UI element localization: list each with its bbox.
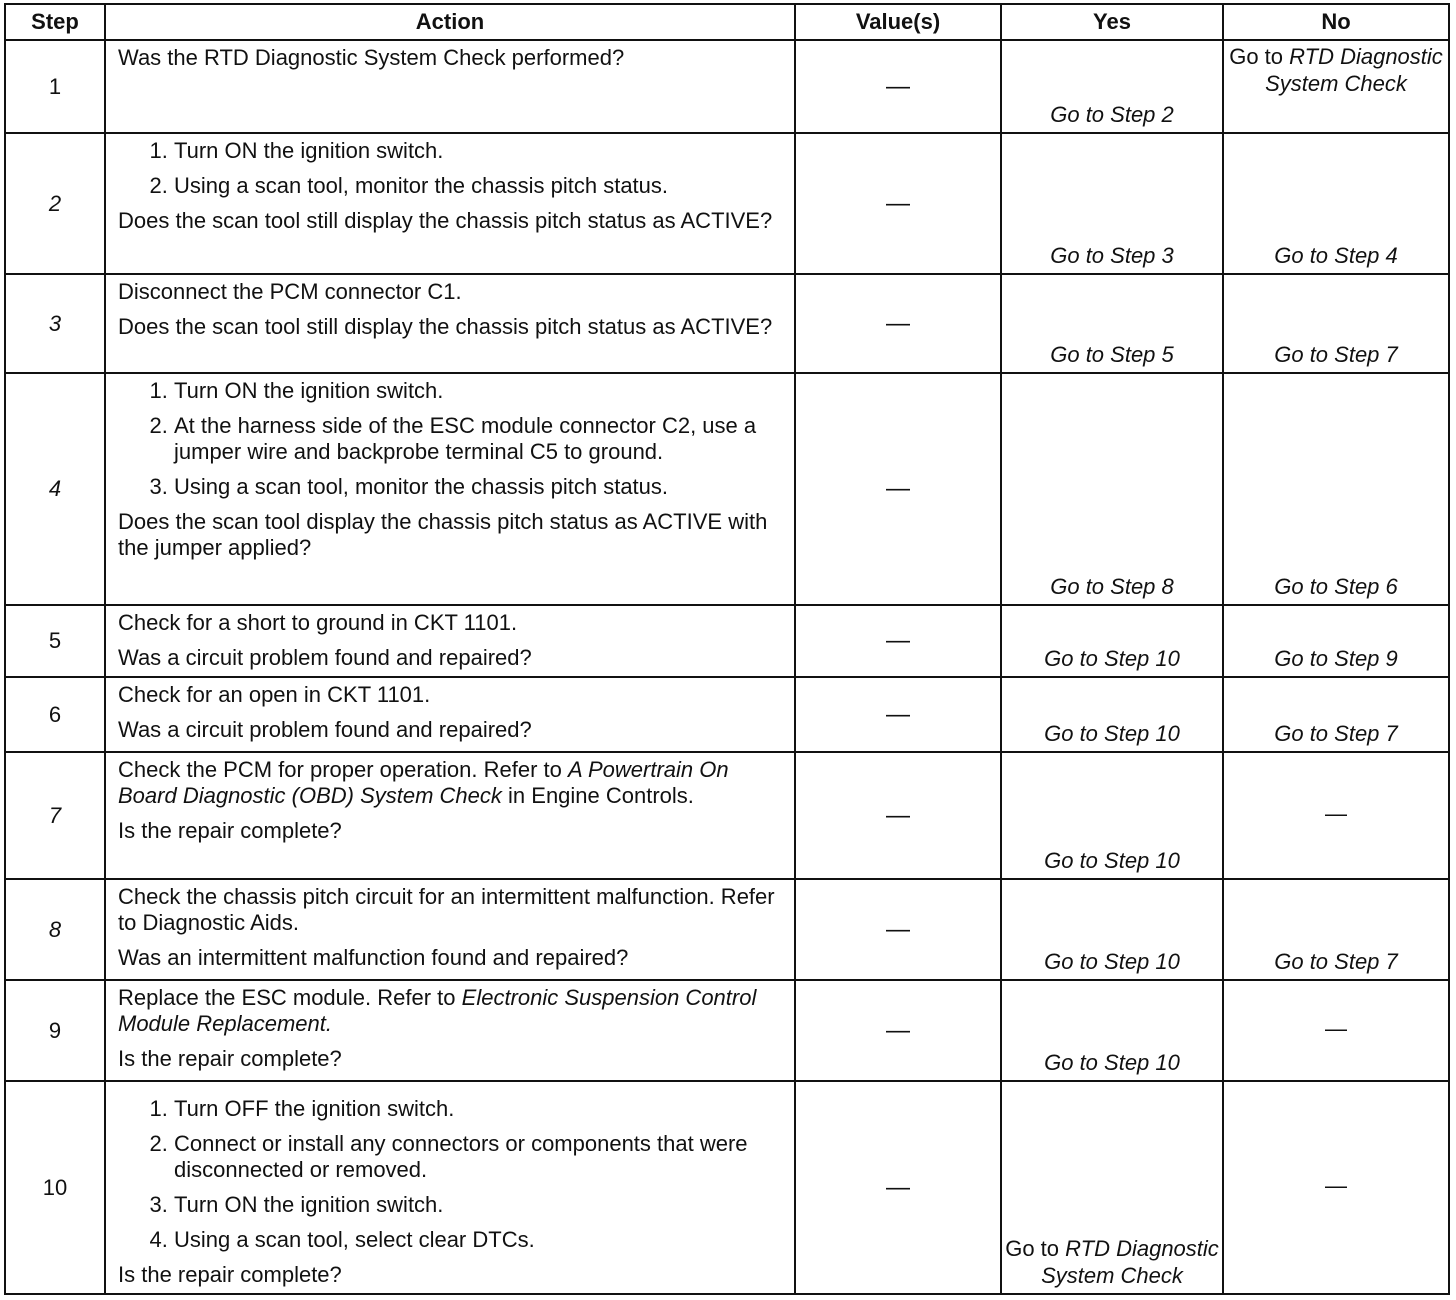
action-instruction: Disconnect the PCM connector C1.: [118, 279, 462, 304]
value-cell: —: [795, 980, 1001, 1081]
table-header-row: [5, 4, 1449, 40]
step-number: 10: [5, 1081, 105, 1294]
step-number: 4: [5, 373, 105, 605]
action-list-item: 2. Connect or install any connectors or components that were disconnected or removed.: [174, 1131, 784, 1183]
yes-link[interactable]: Go to Step 5: [1001, 274, 1223, 373]
step-number: 1: [5, 40, 105, 133]
value-cell: —: [795, 373, 1001, 605]
action-question: Was a circuit problem found and repaired?: [118, 645, 532, 670]
action-cell: [105, 40, 795, 133]
step-number: 3: [5, 274, 105, 373]
step-number: 9: [5, 980, 105, 1081]
action-cell: [105, 133, 795, 274]
yes-link[interactable]: Go to Step 2: [1001, 40, 1223, 133]
yes-link[interactable]: [1001, 1081, 1223, 1294]
table-row-step-9: [5, 980, 1449, 1081]
step-number: 8: [5, 879, 105, 980]
action-question: Does the scan tool still display the chassis pitch status as ACTIVE?: [118, 314, 773, 339]
yes-link[interactable]: Go to Step 10: [1001, 677, 1223, 752]
value-cell: —: [795, 752, 1001, 879]
action-reference-link[interactable]: Electronic Suspension Control Module Replacement.: [118, 985, 757, 1036]
action-cell: [105, 373, 795, 605]
column-header-step: Step: [5, 4, 105, 40]
action-question: Is the repair complete?: [118, 818, 342, 843]
action-question: Is the repair complete?: [118, 1262, 342, 1287]
action-instruction: Check for a short to ground in CKT 1101.: [118, 610, 518, 635]
action-cell: [105, 1081, 795, 1294]
action-instruction: [118, 757, 784, 809]
no-link[interactable]: Go to Step 6: [1223, 373, 1449, 605]
action-cell: [105, 752, 795, 879]
column-header-no: No: [1223, 4, 1449, 40]
no-link[interactable]: Go to Step 9: [1223, 605, 1449, 677]
table-row-step-2: [5, 133, 1449, 274]
no-link[interactable]: [1223, 40, 1449, 133]
value-cell: —: [795, 274, 1001, 373]
yes-link-reference: RTD Diagnostic System Check: [1041, 1236, 1219, 1288]
table-row-step-1: [5, 40, 1449, 133]
column-header-yes: Yes: [1001, 4, 1223, 40]
no-link[interactable]: Go to Step 7: [1223, 879, 1449, 980]
action-text-suffix: in Engine Controls.: [508, 783, 694, 808]
column-header-values: Value(s): [795, 4, 1001, 40]
table-row-step-4: [5, 373, 1449, 605]
value-cell: —: [795, 40, 1001, 133]
action-reference-link[interactable]: A Powertrain On Board Diagnostic (OBD) System Check: [118, 757, 729, 808]
action-question: Was a circuit problem found and repaired?: [118, 717, 532, 742]
action-cell: [105, 677, 795, 752]
action-cell: [105, 274, 795, 373]
no-link-reference: RTD Diagnostic System Check: [1265, 44, 1443, 96]
action-text-prefix: Replace the ESC module. Refer to: [118, 985, 456, 1010]
yes-link[interactable]: Go to Step 10: [1001, 752, 1223, 879]
action-question: Was an intermittent malfunction found and repaired?: [118, 945, 629, 970]
action-cell: [105, 605, 795, 677]
table-row-step-10: [5, 1081, 1449, 1294]
step-number: 2: [5, 133, 105, 274]
no-link[interactable]: Go to Step 7: [1223, 677, 1449, 752]
action-list-item: 4. Using a scan tool, select clear DTCs.: [174, 1227, 784, 1253]
action-question: Does the scan tool still display the chassis pitch status as ACTIVE?: [118, 208, 773, 233]
value-cell: —: [795, 605, 1001, 677]
action-list-item: 1. Turn ON the ignition switch.: [174, 378, 784, 404]
value-cell: —: [795, 677, 1001, 752]
step-number: 7: [5, 752, 105, 879]
yes-link[interactable]: Go to Step 10: [1001, 879, 1223, 980]
action-list-item: 2. At the harness side of the ESC module connector C2, use a jumper wire and backprobe terminal C5 to ground.: [174, 413, 784, 465]
action-instruction: Check for an open in CKT 1101.: [118, 682, 431, 707]
value-cell: —: [795, 879, 1001, 980]
table-row-step-5: [5, 605, 1449, 677]
step-number: 5: [5, 605, 105, 677]
action-question: Is the repair complete?: [118, 1046, 342, 1071]
action-list-item: 2. Using a scan tool, monitor the chassis pitch status.: [174, 173, 784, 199]
action-list-item: 1. Turn OFF the ignition switch.: [174, 1096, 784, 1122]
action-question: Was the RTD Diagnostic System Check performed?: [118, 45, 625, 70]
yes-link[interactable]: Go to Step 3: [1001, 133, 1223, 274]
step-number: 6: [5, 677, 105, 752]
no-value: —: [1223, 980, 1449, 1081]
table-row-step-8: [5, 879, 1449, 980]
action-list-item: 3. Turn ON the ignition switch.: [174, 1192, 784, 1218]
yes-link[interactable]: Go to Step 8: [1001, 373, 1223, 605]
yes-link[interactable]: Go to Step 10: [1001, 980, 1223, 1081]
action-text-prefix: Check the PCM for proper operation. Refer to: [118, 757, 562, 782]
no-link-prefix: Go to: [1229, 44, 1284, 69]
table-row-step-7: [5, 752, 1449, 879]
yes-link[interactable]: Go to Step 10: [1001, 605, 1223, 677]
value-cell: —: [795, 1081, 1001, 1294]
value-cell: —: [795, 133, 1001, 274]
yes-link-prefix: Go to: [1005, 1236, 1060, 1261]
table-row-step-6: [5, 677, 1449, 752]
action-list-item: 3. Using a scan tool, monitor the chassis pitch status.: [174, 474, 784, 500]
no-value: —: [1223, 752, 1449, 879]
action-instruction: [118, 985, 784, 1037]
action-question: Does the scan tool display the chassis pitch status as ACTIVE with the jumper applied?: [118, 509, 768, 560]
no-link[interactable]: Go to Step 7: [1223, 274, 1449, 373]
action-cell: [105, 879, 795, 980]
diagnostic-table: [4, 3, 1450, 1295]
action-list-item: 1. Turn ON the ignition switch.: [174, 138, 784, 164]
table-row-step-3: [5, 274, 1449, 373]
column-header-action: Action: [105, 4, 795, 40]
action-cell: [105, 980, 795, 1081]
no-link[interactable]: Go to Step 4: [1223, 133, 1449, 274]
no-value: —: [1223, 1081, 1449, 1294]
action-instruction: Check the chassis pitch circuit for an intermittent malfunction. Refer to Diagnostic Aids.: [118, 884, 775, 935]
